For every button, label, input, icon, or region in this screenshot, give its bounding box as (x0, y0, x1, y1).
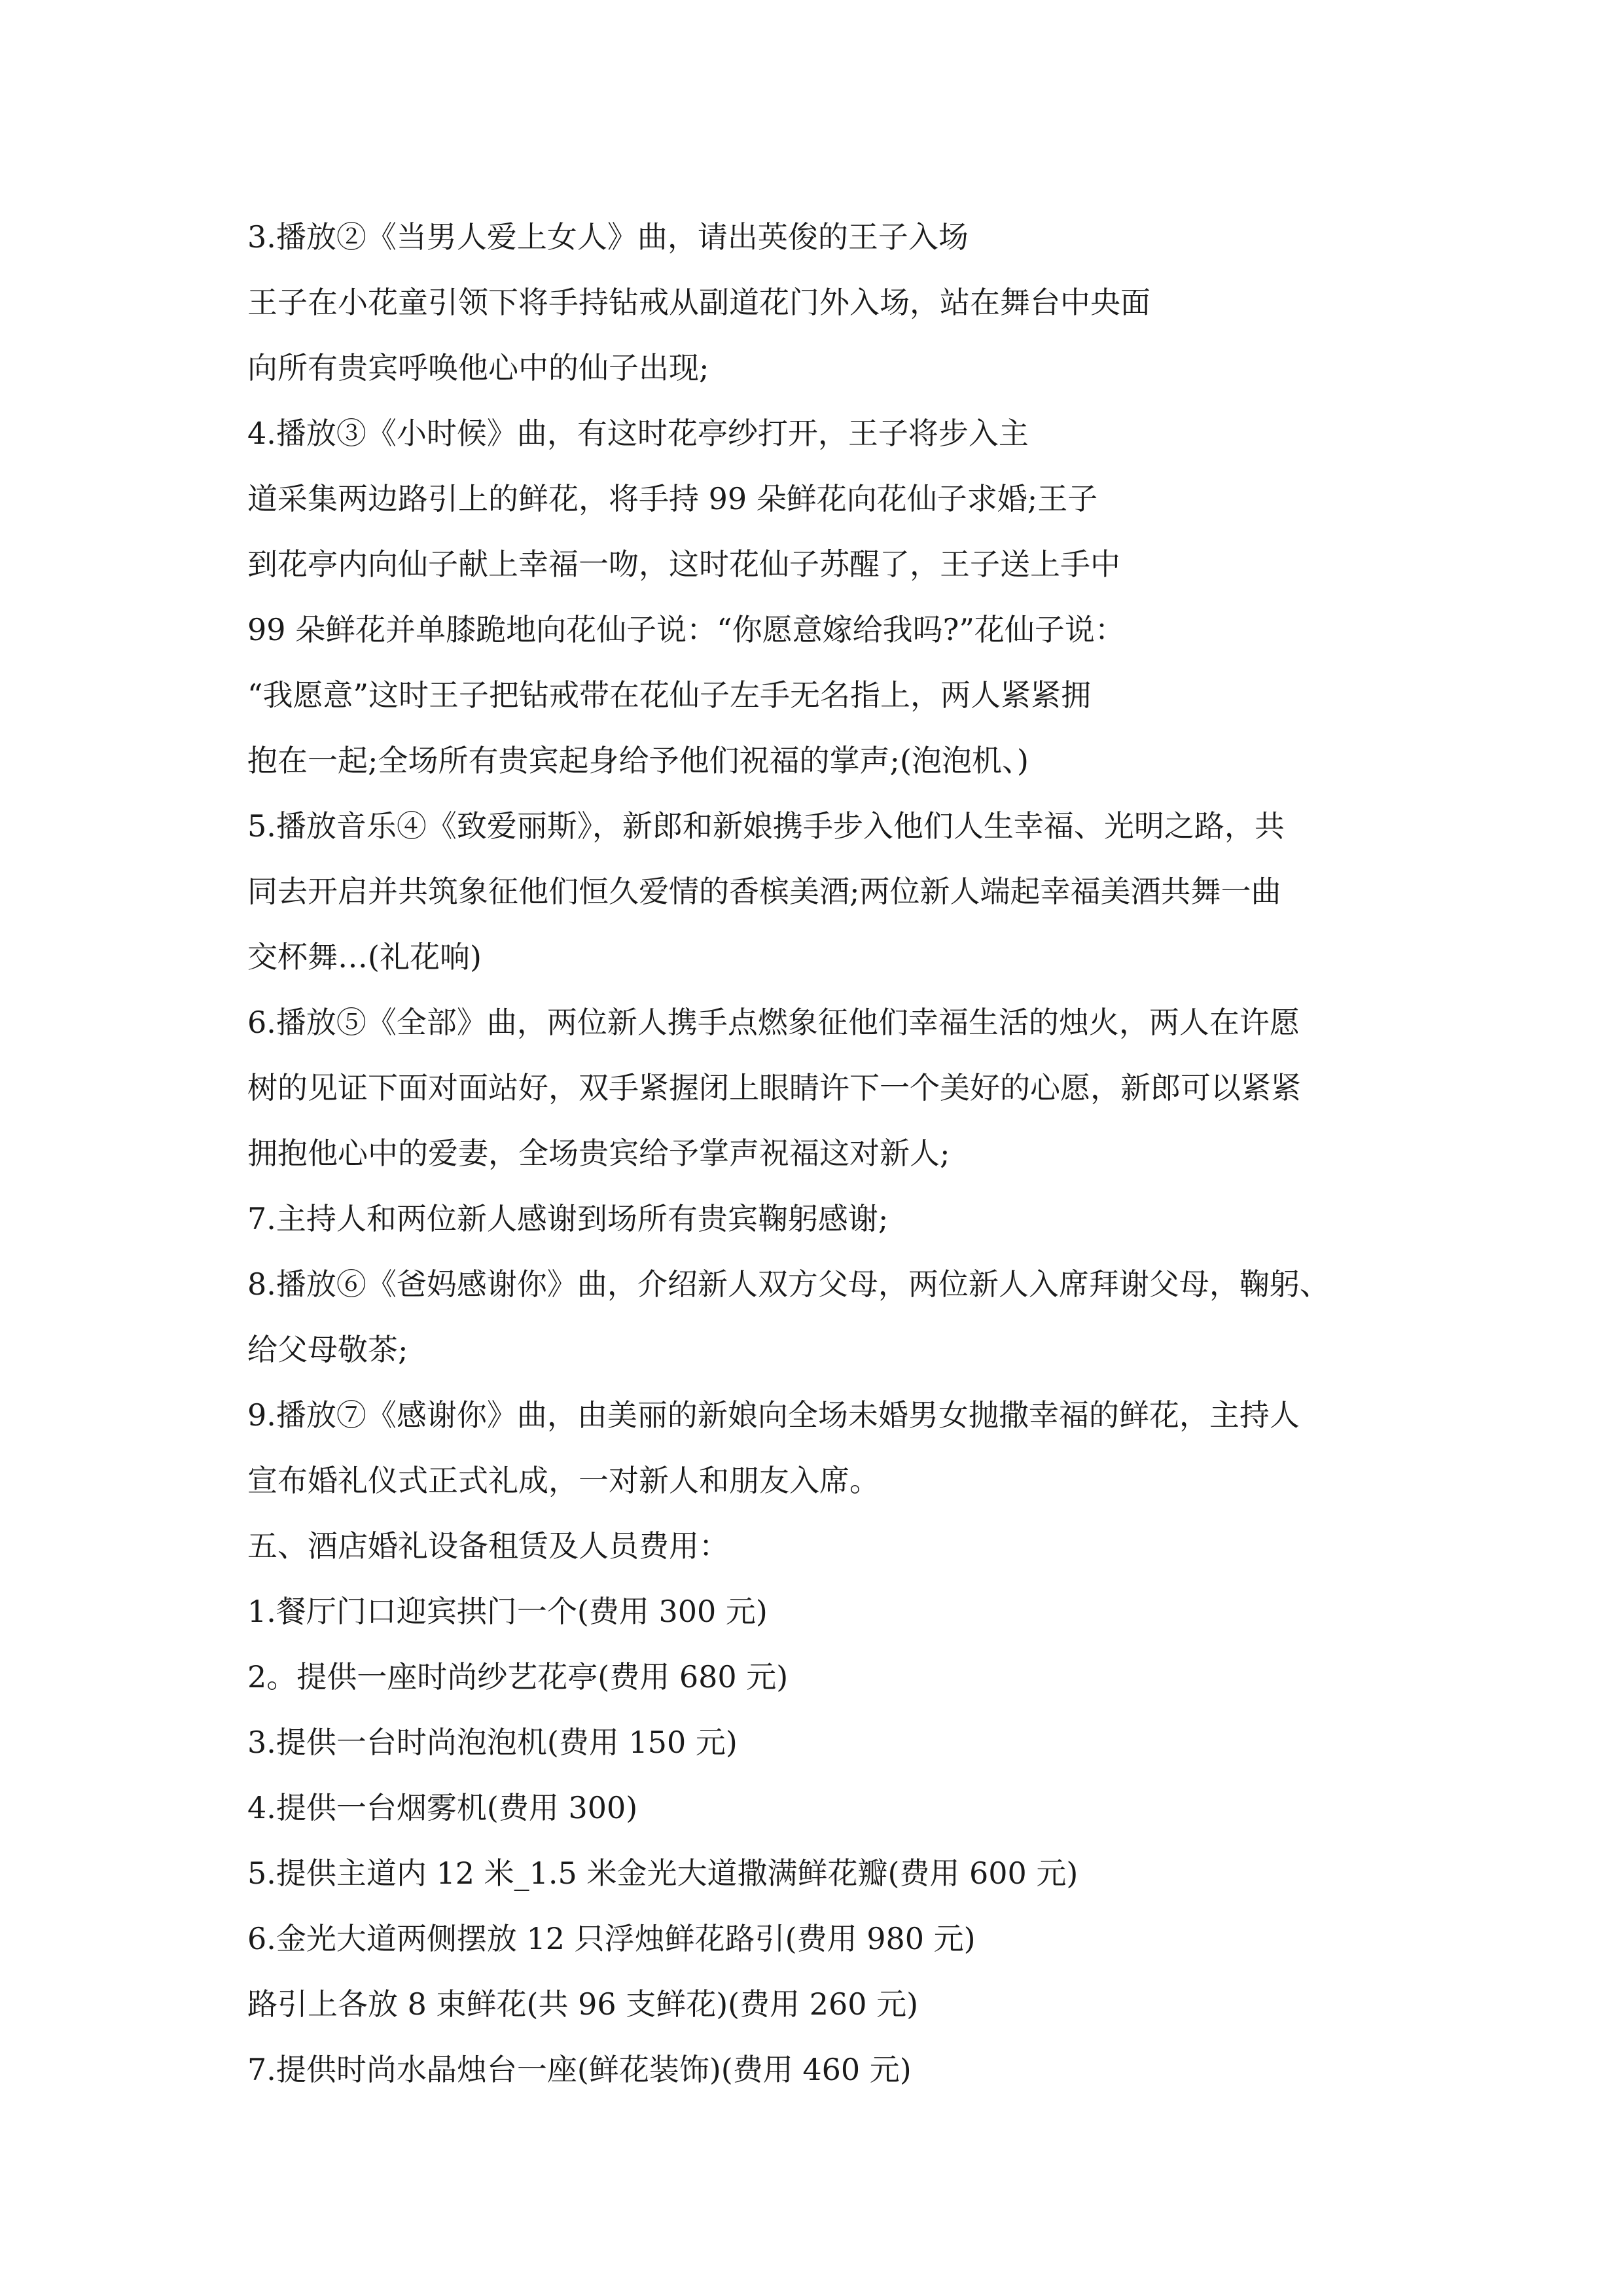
section-heading: 五、酒店婚礼设备租赁及人员费用： (247, 1528, 729, 1564)
list-item: 1.餐厅门口迎宾拱门一个(费用 300 元) (247, 1594, 768, 1629)
text-line: 3.播放②《当男人爱上女人》曲，请出英俊的王子入场 (247, 219, 969, 255)
list-item: 2。提供一座时尚纱艺花亭(费用 680 元) (247, 1659, 789, 1695)
text-line: 5.播放音乐④《致爱丽斯》，新郎和新娘携手步入他们人生幸福、光明之路，共 (247, 808, 1285, 844)
text-line: 交杯舞…(礼花响) (247, 939, 482, 975)
text-line: 宣布婚礼仪式正式礼成，一对新人和朋友入席。 (247, 1463, 880, 1498)
text-line: 树的见证下面对面站好，双手紧握闭上眼睛许下一个美好的心愿，新郎可以紧紧 (247, 1070, 1301, 1105)
text-line: 到花亭内向仙子献上幸福一吻，这时花仙子苏醒了，王子送上手中 (247, 547, 1120, 582)
list-item: 4.提供一台烟雾机(费用 300) (247, 1790, 638, 1825)
text-line: 99 朵鲜花并单膝跪地向花仙子说：“你愿意嫁给我吗?”花仙子说： (247, 612, 1125, 647)
text-line: 抱在一起;全场所有贵宾起身给予他们祝福的掌声;(泡泡机、) (247, 743, 1029, 778)
body-text (247, 204, 1399, 2102)
text-line: 9.播放⑦《感谢你》曲，由美丽的新娘向全场未婚男女抛撒幸福的鲜花，主持人 (247, 1397, 1300, 1433)
list-item: 路引上各放 8 束鲜花(共 96 支鲜花)(费用 260 元) (247, 1986, 919, 2022)
list-item: 6.金光大道两侧摆放 12 只浮烛鲜花路引(费用 980 元) (247, 1921, 976, 1956)
text-line: 同去开启并共筑象征他们恒久爱情的香槟美酒;两位新人端起幸福美酒共舞一曲 (247, 874, 1281, 909)
text-line: “我愿意”这时王子把钻戒带在花仙子左手无名指上，两人紧紧拥 (247, 677, 1092, 713)
text-line: 8.播放⑥《爸妈感谢你》曲，介绍新人双方父母，两位新人入席拜谢父母，鞠躬、 (247, 1266, 1330, 1302)
list-item: 5.提供主道内 12 米_1.5 米金光大道撒满鲜花瓣(费用 600 元) (247, 1856, 1079, 1891)
text-line: 王子在小花童引领下将手持钻戒从副道花门外入场，站在舞台中央面 (247, 285, 1150, 320)
text-line: 道采集两边路引上的鲜花，将手持 99 朵鲜花向花仙子求婚;王子 (247, 481, 1098, 516)
text-line: 6.播放⑤《全部》曲，两位新人携手点燃象征他们幸福生活的烛火，两人在许愿 (247, 1005, 1300, 1040)
text-line: 7.主持人和两位新人感谢到场所有贵宾鞠躬感谢; (247, 1201, 889, 1236)
text-line: 向所有贵宾呼唤他心中的仙子出现; (247, 350, 709, 386)
text-line: 给父母敬茶; (247, 1332, 408, 1367)
list-item: 7.提供时尚水晶烛台一座(鲜花装饰)(费用 460 元) (247, 2052, 912, 2087)
text-line: 4.播放③《小时候》曲，有这时花亭纱打开，王子将步入主 (247, 416, 1029, 451)
text-line: 拥抱他心中的爱妻，全场贵宾给予掌声祝福这对新人; (247, 1136, 950, 1171)
list-item: 3.提供一台时尚泡泡机(费用 150 元) (247, 1725, 738, 1760)
